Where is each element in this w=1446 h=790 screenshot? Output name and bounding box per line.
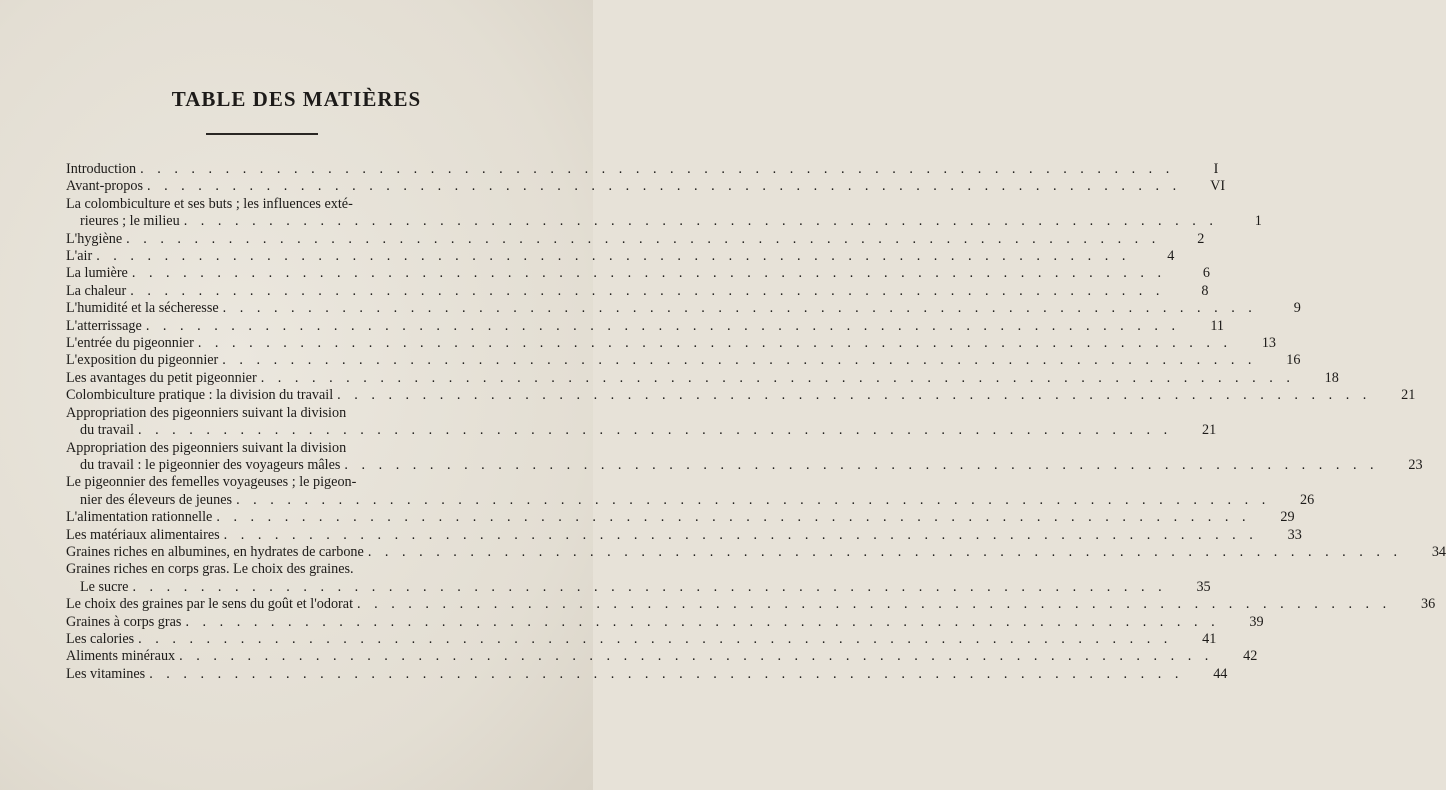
toc-page-number: 21 xyxy=(1201,422,1217,439)
toc-entry-title: du travail : le pigeonnier des voyageurs mâles xyxy=(80,456,341,473)
toc-entry-title: Appropriation des pigeonniers suivant la division xyxy=(66,404,347,421)
dot-leader xyxy=(181,614,1219,631)
toc-entry-line xyxy=(66,265,1210,282)
toc-entry xyxy=(66,439,1423,475)
dot-leader xyxy=(134,422,1172,439)
toc-entry-title: Avant-propos xyxy=(66,178,143,195)
dot-leader xyxy=(122,231,1160,248)
toc-entry xyxy=(66,387,1416,404)
toc-entry-title: Les vitamines xyxy=(66,665,146,682)
toc-entry-line xyxy=(66,648,1257,665)
dot-leader xyxy=(136,161,1174,178)
dot-leader xyxy=(212,509,1250,526)
toc-entry xyxy=(66,248,1175,265)
dot-leader xyxy=(219,300,1257,317)
toc-entry-title: La colombiculture et ses buts ; les influences exté- xyxy=(66,195,353,212)
toc-entry-title: Graines riches en albumines, en hydrates de carbone xyxy=(66,543,364,560)
toc-entry-line xyxy=(66,318,1224,335)
toc-entry-line xyxy=(66,614,1264,631)
toc-entry-line xyxy=(66,213,1262,230)
toc-entry xyxy=(66,195,1262,231)
toc-page-number: 16 xyxy=(1286,352,1301,369)
toc-page-number: I xyxy=(1213,161,1219,177)
toc-entry-line xyxy=(66,335,1276,352)
toc-entry-line xyxy=(66,631,1216,648)
toc-entry-line xyxy=(66,231,1204,248)
toc-entry xyxy=(66,352,1301,369)
toc-entry-line xyxy=(66,196,497,213)
toc-entry xyxy=(66,543,1446,561)
toc-page-number: 35 xyxy=(1196,578,1211,595)
toc-page-number: 33 xyxy=(1287,526,1302,543)
toc-entry-line xyxy=(66,666,1227,683)
toc-entry-title: Appropriation des pigeonniers suivant la division xyxy=(66,439,347,456)
toc-entry xyxy=(66,404,1217,440)
dot-leader xyxy=(333,387,1371,404)
toc-page-number: 8 xyxy=(1201,282,1209,299)
toc-page-number: 9 xyxy=(1293,300,1301,317)
toc-entry xyxy=(66,282,1209,300)
dot-leader xyxy=(340,457,1378,474)
toc-entry-title: La chaleur xyxy=(66,282,127,299)
dot-leader xyxy=(232,492,1270,509)
dot-leader xyxy=(175,648,1213,665)
toc-entry-title: Colombiculture pratique : la division du travail xyxy=(66,387,334,404)
toc-entry-line xyxy=(66,456,1423,474)
toc-entry-line xyxy=(66,422,1217,439)
toc-entry xyxy=(66,178,1226,195)
toc-entry-title: Les matériaux alimentaires xyxy=(66,526,220,543)
toc-entry-line xyxy=(66,527,1302,544)
toc-entry-title: Aliments minéraux xyxy=(66,648,176,665)
toc-entry xyxy=(66,648,1258,665)
toc-entry-line xyxy=(66,440,497,457)
toc-entry-title: Les avantages du petit pigeonnier xyxy=(66,369,257,386)
toc-entry-title: rieures ; le milieu xyxy=(80,213,180,230)
toc-entry-line xyxy=(66,283,1208,300)
dot-leader xyxy=(126,283,1164,300)
page-title: TABLE DES MATIÈRES xyxy=(171,87,422,111)
toc-page-number: 36 xyxy=(1421,596,1436,613)
toc-entry-title: du travail xyxy=(80,422,134,439)
toc-page-number: 41 xyxy=(1202,630,1217,647)
toc-page-number: 42 xyxy=(1243,648,1258,665)
toc-entry-title: L'entrée du pigeonnier xyxy=(66,335,194,352)
toc-entry-line xyxy=(66,161,1218,178)
toc-page-number: 26 xyxy=(1300,491,1315,508)
toc-entry-line xyxy=(66,248,1174,265)
toc-page-number: 4 xyxy=(1167,248,1175,265)
toc-page-number: 29 xyxy=(1280,509,1295,526)
toc-entry-line xyxy=(66,509,1295,526)
toc-entry-title: Le choix des graines par le sens du goût et l'odorat xyxy=(66,596,354,613)
toc-entry-title: L'humidité et la sécheresse xyxy=(66,300,219,317)
toc-entry xyxy=(66,509,1295,526)
dot-leader xyxy=(180,213,1218,230)
toc-entry xyxy=(66,265,1211,282)
toc-entry-title: La lumière xyxy=(66,265,128,282)
dot-leader xyxy=(128,265,1166,282)
toc-page-number: 21 xyxy=(1401,387,1416,404)
toc-entry-line xyxy=(66,578,1211,596)
dot-leader xyxy=(142,318,1180,335)
toc-entry-line xyxy=(66,178,1225,195)
toc-page-number: 2 xyxy=(1197,230,1205,247)
toc-entry-title: L'exposition du pigeonnier xyxy=(66,352,219,369)
dot-leader xyxy=(220,527,1258,544)
toc-entry-line xyxy=(66,300,1301,317)
toc-page-number: 18 xyxy=(1324,369,1339,386)
toc-entry xyxy=(66,161,1219,178)
toc-page-number: 11 xyxy=(1210,317,1224,334)
toc-entry-line xyxy=(66,544,1446,561)
toc-entry xyxy=(66,474,1315,509)
toc-page-number: 13 xyxy=(1261,335,1276,352)
toc-entry-title: Le sucre xyxy=(80,578,129,595)
dot-leader xyxy=(134,631,1172,648)
toc-entry xyxy=(66,561,1211,596)
dot-leader xyxy=(257,370,1295,387)
toc-entry-line xyxy=(66,352,1300,369)
toc-entry-title: nier des éleveurs de jeunes xyxy=(80,491,233,508)
dot-leader xyxy=(353,596,1391,613)
dot-leader xyxy=(218,352,1256,369)
toc-entry-title: L'hygiène xyxy=(66,230,123,247)
toc-entry xyxy=(66,230,1205,248)
toc-entry-title: L'alimentation rationnelle xyxy=(66,509,213,526)
dot-leader xyxy=(92,248,1130,265)
toc-page-number: 44 xyxy=(1213,665,1228,682)
toc-entry-title: L'air xyxy=(66,248,93,265)
dot-leader xyxy=(194,335,1232,352)
toc-entry-line xyxy=(66,596,1435,613)
toc-entry xyxy=(66,596,1436,613)
toc-entry xyxy=(66,613,1264,631)
toc-entry-title: Les calories xyxy=(66,630,135,647)
toc-entry-line xyxy=(66,474,497,491)
title-rule xyxy=(206,133,318,135)
toc-entry-line xyxy=(66,387,1415,404)
toc-page-number: VI xyxy=(1210,178,1226,195)
dot-leader xyxy=(128,579,1166,596)
toc-entry-line xyxy=(66,561,497,578)
toc-page-number: 6 xyxy=(1202,265,1211,282)
toc-entry-title: Graines à corps gras xyxy=(66,613,182,630)
toc-entry xyxy=(66,317,1224,335)
toc-entry xyxy=(66,369,1339,387)
dot-leader xyxy=(143,178,1181,195)
toc-entry xyxy=(66,630,1217,648)
toc-entry-line xyxy=(66,405,497,422)
toc-entry xyxy=(66,665,1228,683)
toc-entry-title: Introduction xyxy=(66,161,137,177)
toc-page-number: 34 xyxy=(1431,543,1446,560)
toc-page-number: 23 xyxy=(1408,456,1423,473)
toc-entry xyxy=(66,335,1276,352)
toc-entry-title: Le pigeonnier des femelles voyageuses ; le pigeon- xyxy=(66,474,357,491)
table-of-contents xyxy=(66,161,1446,683)
dot-leader xyxy=(145,666,1183,683)
toc-entry xyxy=(66,300,1301,317)
toc-entry-title: Graines riches en corps gras. Le choix des graines. xyxy=(66,561,354,578)
toc-entry xyxy=(66,526,1302,544)
toc-entry-title: L'atterrissage xyxy=(66,317,142,334)
toc-entry-line xyxy=(66,370,1339,387)
dot-leader xyxy=(364,544,1402,561)
toc-entry-line xyxy=(66,491,1315,509)
toc-page-number: 39 xyxy=(1249,613,1264,630)
toc-page-number: 1 xyxy=(1254,213,1262,230)
